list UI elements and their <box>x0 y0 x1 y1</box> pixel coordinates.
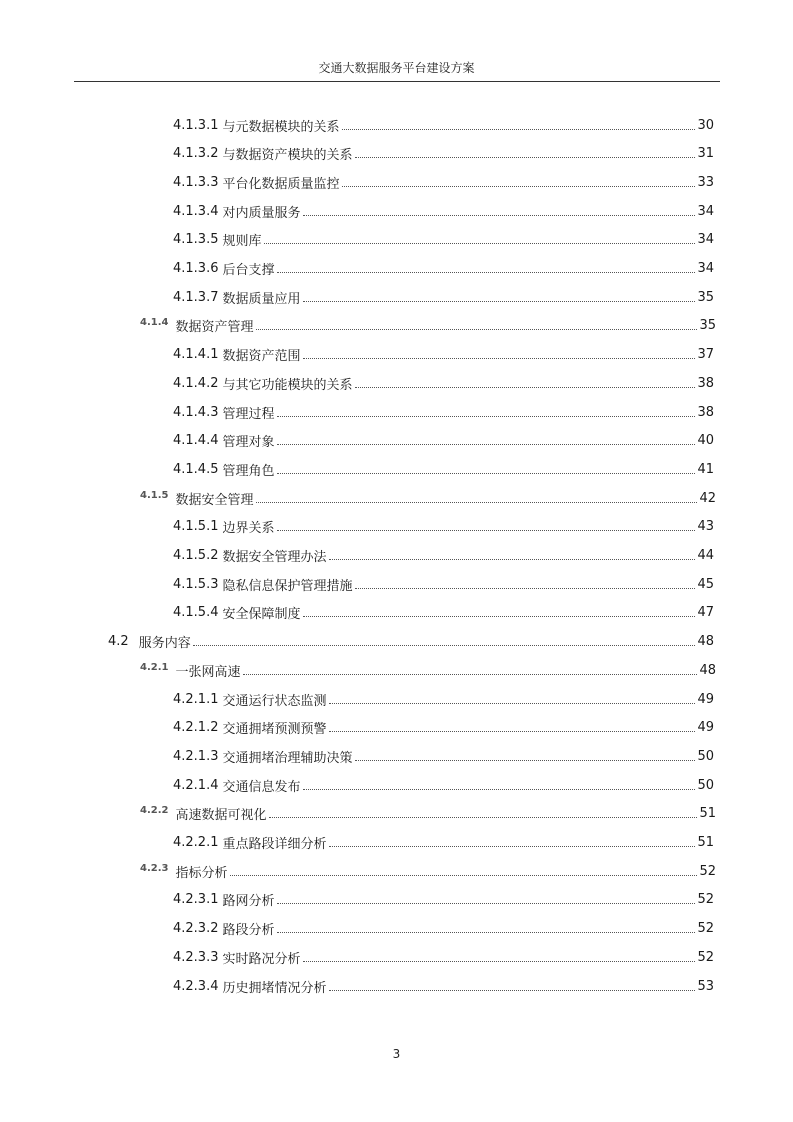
toc-dot-leader <box>329 703 696 704</box>
toc-entry-number: 4.2.3.1 <box>173 892 219 908</box>
toc-entry[interactable] <box>173 689 714 709</box>
toc-entry-title: 数据资产管理 <box>175 320 254 336</box>
toc-entry-page: 38 <box>697 404 714 420</box>
page-number: 3 <box>392 1047 401 1061</box>
toc-dot-leader <box>269 817 698 818</box>
toc-entry-title: 路段分析 <box>222 923 275 939</box>
toc-dot-leader <box>329 559 696 560</box>
toc-entry-page: 49 <box>697 720 714 736</box>
toc-entry-number: 4.1.4.4 <box>173 433 219 449</box>
toc-entry-title: 后台支撑 <box>222 263 275 278</box>
toc-entry-number: 4.1.5.4 <box>173 605 219 621</box>
toc-entry-number: 4.1.5.2 <box>173 548 219 563</box>
toc-entry-page: 49 <box>697 691 714 707</box>
toc-entry-title: 交通信息发布 <box>222 779 301 795</box>
toc-entry-page: 33 <box>697 174 714 190</box>
toc-entry[interactable] <box>173 775 714 795</box>
toc-dot-leader <box>277 530 696 531</box>
toc-entry-number: 4.1.3.3 <box>173 174 219 190</box>
toc-entry[interactable] <box>108 632 714 652</box>
toc-entry[interactable] <box>173 115 714 135</box>
toc-dot-leader <box>342 129 696 130</box>
toc-entry-title: 路网分析 <box>222 894 275 910</box>
toc-entry-number: 4.2.2.1 <box>173 835 219 850</box>
toc-entry[interactable] <box>173 431 714 451</box>
toc-dot-leader <box>303 301 696 302</box>
toc-entry-page: 35 <box>699 318 716 334</box>
toc-entry-page: 34 <box>697 261 714 276</box>
toc-dot-leader <box>277 473 696 474</box>
toc-entry-number: 4.1.4.1 <box>173 347 219 363</box>
toc-entry-title: 边界关系 <box>222 521 275 537</box>
toc-entry-page: 50 <box>697 777 714 793</box>
toc-entry-page: 41 <box>697 461 714 477</box>
toc-entry[interactable] <box>140 316 716 336</box>
toc-entry-title: 指标分析 <box>175 865 228 881</box>
toc-entry-title: 管理角色 <box>222 463 275 479</box>
toc-entry-number: 4.1.5.1 <box>173 519 219 535</box>
toc-entry-page: 34 <box>697 203 714 219</box>
toc-entry[interactable] <box>173 201 714 221</box>
toc-entry[interactable] <box>173 402 714 422</box>
toc-entry-page: 45 <box>697 576 714 592</box>
toc-entry-number: 4.1.4.5 <box>173 461 219 477</box>
toc-entry-page: 31 <box>697 146 714 162</box>
toc-entry[interactable] <box>173 172 714 192</box>
header-divider <box>74 81 720 82</box>
toc-dot-leader <box>329 731 696 732</box>
toc-entry-number: 4.2.3.4 <box>173 978 219 994</box>
toc-entry-title: 数据安全管理办法 <box>222 550 327 565</box>
toc-entry[interactable] <box>173 546 714 566</box>
toc-entry[interactable] <box>173 746 714 766</box>
toc-dot-leader <box>303 616 696 617</box>
toc-entry-number: 4.1.5 <box>140 489 169 501</box>
toc-entry-number: 4.2.1.1 <box>173 691 219 707</box>
toc-entry-title: 一张网高速 <box>175 664 241 680</box>
toc-dot-leader <box>256 502 698 503</box>
toc-dot-leader <box>256 329 698 330</box>
toc-entry-title: 平台化数据质量监控 <box>222 176 340 192</box>
toc-entry[interactable] <box>173 919 714 939</box>
toc-entry[interactable] <box>173 976 714 996</box>
toc-entry[interactable] <box>173 144 714 164</box>
toc-entry-page: 52 <box>697 949 714 965</box>
page-header-title: 交通大数据服务平台建设方案 <box>318 61 475 75</box>
toc-entry-title: 实时路况分析 <box>222 951 301 967</box>
toc-entry-page: 52 <box>697 921 714 937</box>
toc-entry[interactable] <box>173 459 714 479</box>
toc-entry-title: 数据安全管理 <box>175 492 254 508</box>
toc-entry[interactable] <box>173 259 714 279</box>
toc-entry-number: 4.1.3.7 <box>173 289 219 305</box>
toc-dot-leader <box>303 358 696 359</box>
toc-entry-number: 4.2.3 <box>140 862 169 874</box>
toc-entry-number: 4.1.4.3 <box>173 404 219 420</box>
toc-entry[interactable] <box>173 833 714 853</box>
toc-entry-page: 52 <box>699 863 716 879</box>
toc-entry-title: 管理对象 <box>222 435 275 451</box>
toc-dot-leader <box>277 903 696 904</box>
toc-dot-leader <box>355 760 696 761</box>
toc-dot-leader <box>342 186 696 187</box>
toc-entry-title: 与元数据模块的关系 <box>222 119 340 135</box>
toc-entry[interactable] <box>173 574 714 594</box>
toc-entry-number: 4.2.1.3 <box>173 748 219 764</box>
toc-dot-leader <box>277 932 696 933</box>
toc-entry-page: 40 <box>697 433 714 449</box>
toc-entry[interactable] <box>140 861 716 881</box>
toc-entry-page: 48 <box>699 662 716 678</box>
toc-entry-page: 30 <box>697 117 714 133</box>
toc-entry-title: 数据质量应用 <box>222 291 301 307</box>
toc-entry-page: 52 <box>697 892 714 908</box>
toc-entry-title: 高速数据可视化 <box>175 808 267 824</box>
toc-entry-title: 交通运行状态监测 <box>222 693 327 709</box>
toc-entry-title: 数据资产范围 <box>222 349 301 365</box>
toc-entry-number: 4.2.2 <box>140 805 169 817</box>
toc-entry-number: 4.1.4 <box>140 317 169 329</box>
toc-entry[interactable] <box>173 947 714 967</box>
toc-entry-page: 38 <box>697 375 714 391</box>
toc-entry-page: 37 <box>697 347 714 363</box>
toc-dot-leader <box>193 645 696 646</box>
toc-entry-title: 安全保障制度 <box>222 607 301 623</box>
toc-entry-page: 50 <box>697 748 714 764</box>
toc-entry-number: 4.1.3.2 <box>173 146 219 162</box>
toc-entry[interactable] <box>173 603 714 623</box>
toc-dot-leader <box>303 961 696 962</box>
toc-dot-leader <box>303 789 696 790</box>
toc-dot-leader <box>243 674 698 675</box>
toc-entry-title: 隐私信息保护管理措施 <box>222 578 353 594</box>
toc-entry-number: 4.2.1.4 <box>173 777 219 793</box>
toc-entry-number: 4.2.1.2 <box>173 720 219 736</box>
toc-entry-title: 历史拥堵情况分析 <box>222 980 327 996</box>
toc-entry-number: 4.2.3.2 <box>173 921 219 937</box>
toc-entry-number: 4.2.3.3 <box>173 949 219 965</box>
toc-entry[interactable] <box>173 517 714 537</box>
toc-entry-title: 交通拥堵预测预警 <box>222 722 327 738</box>
toc-entry-number: 4.1.3.4 <box>173 203 219 219</box>
toc-dot-leader <box>277 272 696 273</box>
toc-entry-number: 4.1.4.2 <box>173 375 219 391</box>
toc-entry-number: 4.2 <box>108 634 129 650</box>
toc-entry[interactable] <box>173 718 714 738</box>
toc-entry[interactable] <box>173 890 714 910</box>
toc-dot-leader <box>303 215 696 216</box>
toc-dot-leader <box>329 846 696 847</box>
toc-entry-page: 48 <box>697 634 714 650</box>
toc-entry-title: 与数据资产模块的关系 <box>222 148 353 164</box>
toc-entry[interactable] <box>173 373 714 393</box>
toc-dot-leader <box>277 416 696 417</box>
toc-entry-page: 35 <box>697 289 714 305</box>
toc-entry-page: 42 <box>699 490 716 506</box>
toc-entry-title: 服务内容 <box>138 636 191 652</box>
toc-entry-title: 对内质量服务 <box>222 205 301 221</box>
toc-entry-number: 4.1.5.3 <box>173 576 219 592</box>
toc-dot-leader <box>355 387 696 388</box>
toc-dot-leader <box>277 444 696 445</box>
toc-dot-leader <box>264 243 696 244</box>
toc-entry-title: 与其它功能模块的关系 <box>222 377 353 393</box>
toc-dot-leader <box>355 588 696 589</box>
toc-entry-page: 43 <box>697 519 714 535</box>
toc-entry-page: 34 <box>697 232 714 248</box>
toc-entry-number: 4.1.3.6 <box>173 261 219 276</box>
toc-entry-page: 51 <box>699 806 716 822</box>
toc-dot-leader <box>329 990 696 991</box>
toc-entry-page: 47 <box>697 605 714 621</box>
toc-entry[interactable] <box>140 804 716 824</box>
toc-entry[interactable] <box>140 488 716 508</box>
toc-entry[interactable] <box>140 660 716 680</box>
toc-entry-number: 4.1.3.1 <box>173 117 219 133</box>
toc-entry-title: 规则库 <box>222 234 262 250</box>
toc-entry-page: 53 <box>697 978 714 994</box>
toc-entry-title: 重点路段详细分析 <box>222 837 327 852</box>
toc-entry-number: 4.1.3.5 <box>173 232 219 248</box>
toc-dot-leader <box>355 157 696 158</box>
toc-entry-title: 交通拥堵治理辅助决策 <box>222 750 353 766</box>
toc-entry-page: 44 <box>697 548 714 563</box>
toc-dot-leader <box>230 875 698 876</box>
toc-entry[interactable] <box>173 345 714 365</box>
toc-entry-title: 管理过程 <box>222 406 275 422</box>
toc-entry-page: 51 <box>697 835 714 850</box>
toc-entry[interactable] <box>173 287 714 307</box>
toc-entry-number: 4.2.1 <box>140 661 169 673</box>
toc-entry[interactable] <box>173 230 714 250</box>
